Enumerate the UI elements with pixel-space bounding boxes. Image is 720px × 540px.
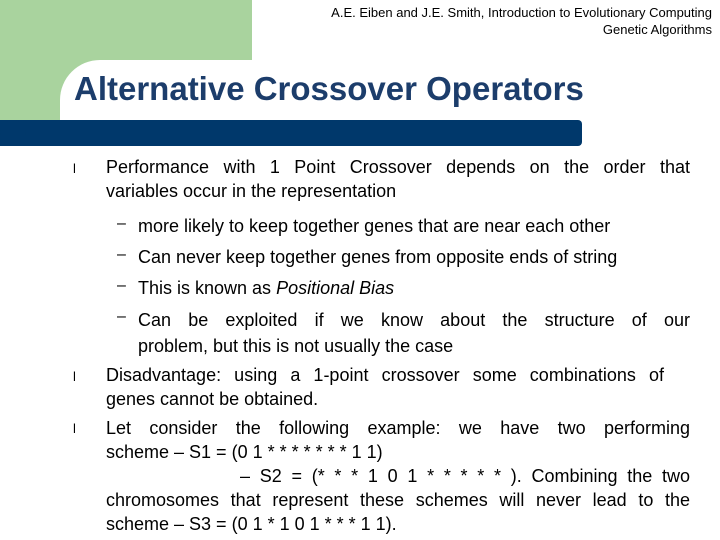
bullet-marker: l [73, 369, 76, 384]
slide-title: Alternative Crossover Operators [74, 70, 584, 107]
bullet-2-line-2: genes cannot be obtained. [106, 389, 319, 409]
dash-marker: – [117, 215, 126, 232]
subbullet-3 [138, 276, 394, 300]
bullet-3-line-1: Let consider the following example: we have two performing [106, 418, 690, 438]
bullet-1-line-2: variables occur in the representation [106, 181, 397, 201]
dash-marker: – [117, 246, 126, 263]
bullet-2 [106, 363, 664, 411]
header-line-1: A.E. Eiben and J.E. Smith, Introduction to Evolutionary Computing [331, 5, 712, 20]
bullet-marker: l [73, 421, 76, 436]
subbullet-1: more likely to keep together genes that are near each other [138, 216, 611, 236]
bullet-3-line-3: – S2 = (* * * 1 0 1 * * * * * ). Combining the two [240, 466, 690, 486]
positional-bias-term: Positional Bias [276, 278, 395, 298]
bullet-1-line-1: Performance with 1 Point Crossover depends on the order that [106, 157, 690, 177]
bullet-3 [106, 416, 690, 536]
bullet-2-line-1: Disadvantage: using a 1-point crossover some combinations of [106, 365, 664, 385]
subbullet-4-line-2: problem, but this is not usually the case [138, 336, 454, 356]
bullet-marker: l [73, 161, 76, 176]
subbullet-3-prefix: This is known as [138, 278, 277, 298]
dash-marker: – [117, 308, 126, 325]
bullet-3-line-2: scheme – S1 = (0 1 * * * * * * * 1 1) [106, 442, 383, 462]
bullet-3-line-5: scheme – S3 = (0 1 * 1 0 1 * * * 1 1). [106, 514, 397, 534]
header-line-2: Genetic Algorithms [602, 22, 712, 37]
dash-marker: – [117, 277, 126, 294]
subbullet-4 [138, 307, 690, 359]
bullet-1 [106, 155, 690, 203]
subbullet-2: Can never keep together genes from opposite ends of string [138, 247, 618, 267]
bullet-3-line-4: chromosomes that represent these schemes will never lead to the [106, 490, 690, 510]
subbullet-4-line-1: Can be exploited if we know about the structure of our [138, 310, 690, 330]
